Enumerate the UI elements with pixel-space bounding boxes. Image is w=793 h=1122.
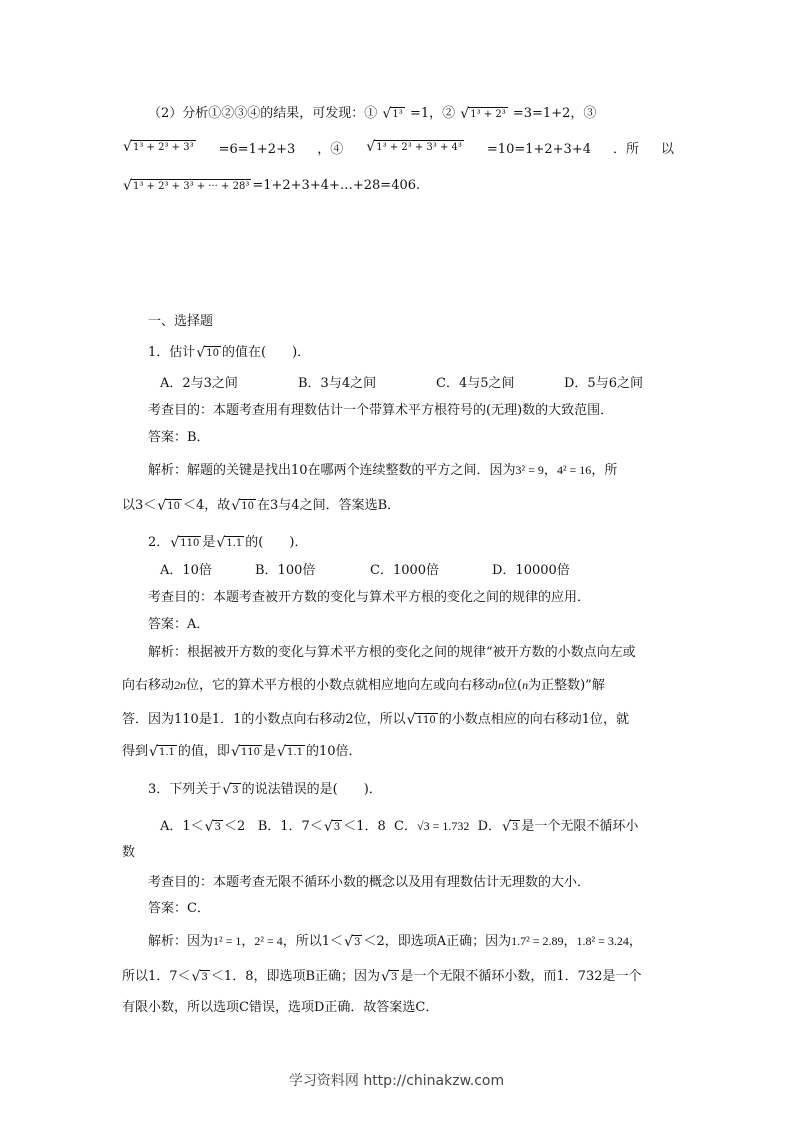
q2-explanation-2: 向右移动2n位，它的算术平方根的小数点就相应地向左或向右移动n位(n为正整数)”解 (122, 678, 605, 693)
q2-option-d: D．10000倍 (492, 563, 570, 578)
q2-option-c: C．1000倍 (370, 563, 440, 578)
q2-explanation-1: 解析：根据被开方数的变化与算术平方根的变化之间的规律“被开方数的小数点向左或 (148, 645, 636, 660)
q2-explanation-3: 答．因为110是1．1的小数点向右移动2位，所以 √ 110 的小数点相应的向右移动1位，就 (122, 712, 630, 728)
q1-answer: 答案：B． (148, 430, 210, 445)
q1-option-a: A．2与3之间 (160, 376, 238, 391)
sqrt-expr-1: √ 1³ (382, 106, 403, 122)
q3-stem: 3．下列关于 √ 3 的说法错误的是( )． (148, 782, 382, 798)
q2-option-a: A．10倍 (160, 563, 212, 578)
q3-explanation-3: 有限小数，所以选项C错误，选项D正确．故答案选C． (122, 1000, 439, 1015)
q1-stem: 1．估计 √ 10 的值在( )． (148, 345, 311, 361)
sqrt-expr-3: √ 1³ + 2³ + 3³ (123, 139, 194, 155)
q1-option-b: B．3与4之间 (298, 376, 377, 391)
q1-aim: 考查目的：本题考查用有理数估计一个带算术平方根符号的(无理)数的大致范围． (148, 403, 614, 418)
q2-option-b: B．100倍 (255, 563, 316, 578)
section-heading: 一、选择题 (148, 314, 214, 329)
q2-stem: 2． √ 110 是 √ 1.1 的( )． (148, 535, 308, 551)
q3-explanation-1: 解析：因为1² = 1，2² = 4，所以1＜ √ 3 ＜2，即选项A正确；因为1.7² = 2.89，1.8² = 3.24， (148, 934, 642, 950)
part2-line1: （2）分析①②③④的结果，可发现：① √ 1³ =1，② √ 1³ + 2³ =3=1+2，③ (148, 106, 597, 122)
part2-line3: √ 1³ + 2³ + 3³ + ··· + 28³ =1+2+3+4+…+28=406. (123, 178, 421, 194)
q3-options-cont: 数 (122, 845, 136, 860)
q3-options: A．1＜ √ 3 ＜2 B．1．7＜ √ 3 ＜1．8 C．√3 = 1.732 D． √ 3 是一个无限不循环小 (160, 819, 639, 835)
q3-explanation-2: 所以1．7＜ √ 3 ＜1．8，即选项B正确；因为 √ 3 是一个无限不循环小数，而1．732是一个 (122, 969, 642, 985)
q3-aim: 考查目的：本题考查无限不循环小数的概念以及用有理数估计无理数的大小． (148, 875, 591, 890)
q1-explanation-1: 解析：解题的关键是找出10在哪两个连续整数的平方之间．因为3² = 9，4² = 16，所 (148, 463, 618, 478)
q2-explanation-4: 得到 √ 1.1 的值，即 √ 110 是 √ 1.1 的10倍． (122, 744, 362, 760)
q1-option-d: D．5与6之间 (564, 376, 643, 391)
footer-watermark: 学习资料网 http://chinakzw.com (288, 1073, 505, 1089)
q2-answer: 答案：A． (148, 617, 210, 632)
part2-line2: √ 1³ + 2³ + 3³ =6=1+2+3 ，④ √ 1³ + 2³ + 3³ + 4³ =10=1+2+3+4 ．所 以 (122, 140, 674, 160)
q3-answer: 答案：C． (148, 901, 210, 916)
q1-options (160, 374, 643, 394)
q1-explanation-2: 以3＜ √ 10 ＜4，故 √ 10 在3与4之间．答案选B． (122, 498, 401, 514)
sqrt-expr-4: √ 1³ + 2³ + 3³ + 4³ (366, 139, 462, 155)
sqrt-expr-2: √ 1³ + 2³ (460, 106, 506, 122)
sqrt-expr-28: √ 1³ + 2³ + 3³ + ··· + 28³ (123, 178, 250, 194)
q2-options (160, 561, 570, 581)
q2-aim: 考查目的：本题考查被开方数的变化与算术平方根的变化之间的规律的应用． (148, 590, 591, 605)
q1-option-c: C．4与5之间 (436, 376, 515, 391)
